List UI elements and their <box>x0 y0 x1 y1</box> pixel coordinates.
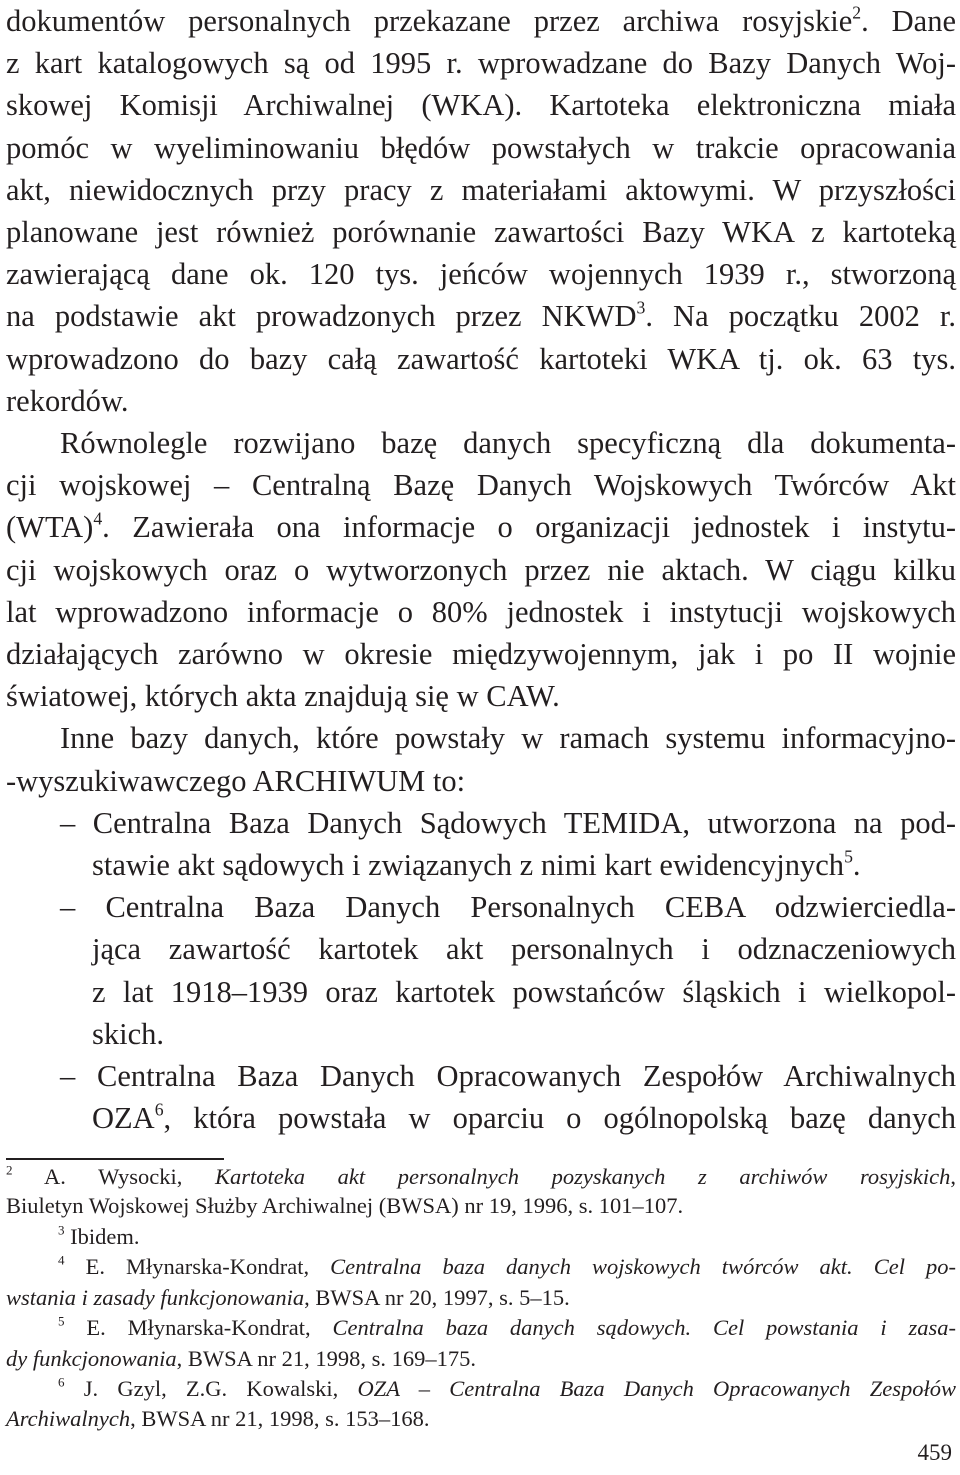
text-run: OZA <box>92 1101 155 1135</box>
text-run: , BWSA nr 21, 1998, s. 169–175. <box>176 1346 476 1371</box>
text-run: Biuletyn Wojskowej Służby Archiwalnej (BWSA) nr 19, 1996, s. 101–107. <box>6 1193 684 1218</box>
footnote-ref: 4 <box>58 1252 65 1268</box>
body-line <box>6 42 956 85</box>
italic-title: Archiwalnych <box>6 1406 131 1431</box>
text-run: -wyszukiwawczego ARCHIWUM to: <box>6 764 466 798</box>
text-run: , BWSA nr 21, 1998, s. 153–168. <box>130 1406 430 1431</box>
text-run: wprowadzono do bazy całą zawartość kartoteki WKA tj. ok. 63 tys. <box>6 342 956 376</box>
footnote-ref: 6 <box>58 1374 65 1390</box>
text-run: pomóc w wyeliminowaniu błędów powstałych w trakcie opracowania <box>6 131 956 165</box>
footnote-ref: 2 <box>6 1162 13 1178</box>
text-run: , która powstała w oparciu o ogólnopolską bazę danych <box>163 1101 956 1135</box>
text-run: cji wojskowych oraz o wytworzonych przez nie aktach. W ciągu kilku <box>6 553 956 587</box>
text-run: skich. <box>92 1017 165 1051</box>
footnote-ref: 3 <box>636 297 646 318</box>
text-run: działających zarówno w okresie międzywojennym, jak i po II wojnie <box>6 637 956 671</box>
text-run: Równolegle rozwijano bazę danych specyficzną dla dokumenta- <box>60 426 956 460</box>
body-line <box>6 169 956 212</box>
body-line <box>6 211 956 254</box>
footnote-separator <box>6 1158 224 1160</box>
footnote-ref: 2 <box>852 2 862 23</box>
body-line <box>60 802 956 845</box>
body-line <box>60 422 956 465</box>
italic-title: OZA – Centralna Baza Danych Opracowanych Zespołów <box>357 1376 957 1401</box>
footnote-line <box>6 1283 956 1313</box>
italic-title: Kartoteka akt personalnych pozyskanych z archiwów rosyjskich <box>214 1164 951 1189</box>
text-run: jąca zawartość kartotek akt personalnych i odznaczeniowych <box>92 932 956 966</box>
footnote-line <box>6 1404 956 1434</box>
text-run: na podstawie akt prowadzonych przez NKWD <box>6 299 637 333</box>
footnote-ref: 6 <box>154 1099 164 1120</box>
text-run: planowane jest również porównanie zawartości Bazy WKA z kartoteką <box>6 215 956 249</box>
body-line <box>92 1013 956 1056</box>
text-run: rekordów. <box>6 384 129 418</box>
body-line <box>6 127 956 170</box>
body-line <box>60 717 956 760</box>
text-run: . <box>852 848 861 882</box>
text-run: skowej Komisji Archiwalnej (WKA). Kartoteka elektroniczna miała <box>6 88 956 122</box>
text-run: stawie akt sądowych i związanych z nimi kart ewidencyjnych <box>92 848 845 882</box>
text-run: Ibidem. <box>64 1224 140 1249</box>
text-run: z kart katalogowych są od 1995 r. wprowadzane do Bazy Danych Woj- <box>6 46 956 80</box>
text-run: – Centralna Baza Danych Opracowanych Zespołów Archiwalnych <box>60 1059 956 1093</box>
text-run: . Zawierała ona informacje o organizacji jednostek i instytu- <box>102 510 956 544</box>
footnote-ref: 5 <box>844 846 853 867</box>
body-line <box>6 0 956 43</box>
footnote-line <box>6 1344 956 1374</box>
footnote-line <box>58 1313 956 1343</box>
text-run: cji wojskowej – Centralną Bazę Danych Wojskowych Twórców Akt <box>6 468 956 502</box>
text-run: . Dane <box>861 4 956 38</box>
body-line <box>92 1097 956 1140</box>
text-run: światowej, których akta znajdują się w CAW. <box>6 679 560 713</box>
body-line <box>6 253 956 296</box>
text-run: z lat 1918–1939 oraz kartotek powstańców śląskich i wielkopol- <box>92 975 956 1009</box>
italic-title: Centralna baza danych wojskowych twórców akt. Cel po- <box>330 1254 956 1279</box>
body-line <box>6 675 956 718</box>
body-line <box>60 1055 956 1098</box>
text-run: zawierającą dane ok. 120 tys. jeńców wojennych 1939 r., stworzoną <box>6 257 956 291</box>
text-run: – Centralna Baza Danych Personalnych CEBA odzwierciedla- <box>60 890 956 924</box>
body-line <box>6 760 956 803</box>
text-run: J. Gzyl, Z.G. Kowalski, <box>64 1376 358 1401</box>
body-line <box>60 886 956 929</box>
footnote-line <box>58 1252 956 1282</box>
page-number: 459 <box>917 1440 952 1465</box>
italic-title: wstania i zasady funkcjonowania <box>6 1285 305 1310</box>
body-line <box>6 84 956 127</box>
footnote-line <box>58 1374 956 1404</box>
text-run: dokumentów personalnych przekazane przez archiwa rosyjskie <box>6 4 853 38</box>
text-run: A. Wysocki, <box>12 1164 215 1189</box>
body-line <box>6 506 956 549</box>
footnote-ref: 3 <box>58 1222 65 1238</box>
text-run: E. Młynarska-Kondrat, <box>64 1315 333 1340</box>
italic-title: dy funkcjonowania <box>6 1346 177 1371</box>
body-line <box>92 971 956 1014</box>
text-run: E. Młynarska-Kondrat, <box>64 1254 331 1279</box>
body-line <box>6 633 956 676</box>
body-line <box>6 591 956 634</box>
text-run: Inne bazy danych, które powstały w ramach systemu informacyjno- <box>60 721 956 755</box>
body-line <box>92 928 956 971</box>
footnote-ref: 4 <box>93 508 103 529</box>
text-run: . Na początku 2002 r. <box>645 299 956 333</box>
text-run: (WTA) <box>6 510 94 544</box>
body-line <box>92 844 956 887</box>
body-line <box>6 380 956 423</box>
footnote-line <box>6 1191 956 1221</box>
body-line <box>6 338 956 381</box>
footnote-ref: 5 <box>58 1313 65 1329</box>
text-run: akt, niewidocznych przy pracy z materiałami aktowymi. W przyszłości <box>6 173 956 207</box>
body-line <box>6 464 956 507</box>
text-run: , BWSA nr 20, 1997, s. 5–15. <box>304 1285 570 1310</box>
body-line <box>6 295 956 338</box>
footnote-line <box>58 1222 956 1252</box>
text-run: , <box>950 1164 957 1189</box>
text-run: lat wprowadzono informacje o 80% jednostek i instytucji wojskowych <box>6 595 956 629</box>
footnote-line <box>6 1162 956 1192</box>
text-run: – Centralna Baza Danych Sądowych TEMIDA, utworzona na pod- <box>60 806 956 840</box>
italic-title: Centralna baza danych sądowych. Cel powstania i zasa- <box>332 1315 956 1340</box>
body-line <box>6 549 956 592</box>
